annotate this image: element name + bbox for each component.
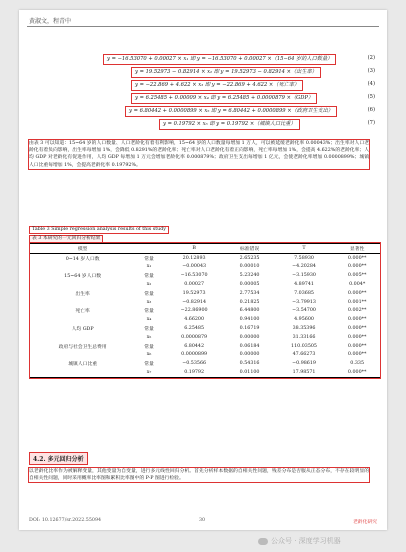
equation-number: (2) [367, 55, 375, 61]
wechat-icon [258, 538, 268, 545]
equation-row [39, 67, 379, 77]
table-row [30, 253, 380, 262]
equation: y = 6.25485 + 0.00009 × x₄ 即 y = 6.25485 + 0.0000879 ×（GDP） [131, 93, 317, 104]
results-paragraph: 由表 3 可以知道：15~64 岁的人口数量、人口老龄化有着有利影响，15~64 岁的人口数量每增加 1 万人，可以被延缓老龄化率 0.00043%；出生率对人口老龄化有着负向影响，出生率每增加 1%，会降低 0.8291%的老龄化率；死亡率对人口老龄化有着正向影响，死亡率每增加 1%，会提高 4.622%的老龄化率；人均 GDP 对老龄化有促进作用，人均 GDP 每增加 1 万元会增加老龄化率 0.000879%；政府卫生支出每增加 1 亿元，会使老龄化率增加 0.0000899%；城镇人口比重每增加 1%，会提高老龄化率 0.19792%。 [29, 141, 369, 168]
table-row [30, 333, 380, 342]
column-header: 显著性 [334, 244, 380, 254]
table-cell-term: x₄ [146, 317, 152, 323]
footer-doi: DOI: 10.12677/sr.2022.55094 [29, 518, 102, 523]
table-cell-term: x₆ [146, 352, 152, 358]
watermark-text: 公众号 · 深度学习机器 [271, 537, 341, 545]
table-row [30, 351, 380, 360]
table-cell-sig: 0.005** [347, 273, 367, 279]
table-cell-model: 出生率 [75, 291, 90, 297]
equation-number: (5) [367, 94, 375, 100]
header-rule [27, 26, 379, 27]
table-cell-b: 0.00027 [184, 282, 205, 288]
table-cell-b: 6.80442 [184, 343, 205, 349]
equation-number: (6) [367, 107, 375, 113]
table-cell-sig: 0.002** [347, 308, 367, 314]
table-cell-t: −3.54700 [292, 308, 316, 314]
equation: y = 0.19792 × x₆ 即 y = 0.19792 ×（城镇人口比重） [159, 119, 300, 130]
column-header: 标准错误 [225, 244, 273, 254]
table-cell-model: 死亡率 [75, 309, 90, 315]
table-cell-model [30, 333, 135, 342]
footer-journal: 老龄化研究 [353, 520, 377, 525]
equation-row [39, 80, 379, 90]
table-cell-se: 0.01100 [225, 368, 273, 377]
regression-table [30, 243, 380, 378]
table-cell-t: −3.15930 [292, 273, 316, 279]
table-cell-term: x₂ [146, 282, 152, 288]
table-caption [29, 226, 169, 243]
watermark [258, 536, 341, 546]
table-cell-b: −0.82914 [182, 299, 207, 305]
table-header-row [30, 244, 380, 254]
footer-page-number: 30 [199, 518, 206, 523]
table-row [30, 342, 380, 351]
equation-number: (7) [367, 120, 375, 126]
table-cell-t: 38.35396 [292, 326, 316, 332]
table-row [30, 298, 380, 307]
table-cell-model: 人均 GDP [71, 327, 94, 333]
table-cell-se: 0.06184 [239, 343, 260, 349]
table-cell-model: 政府与社会卫生总费用 [58, 344, 107, 350]
table-cell-se: 5.23240 [239, 273, 260, 279]
table-row [30, 263, 380, 272]
table-cell-term: 常量 [144, 256, 154, 262]
table-cell-b: −0.53566 [182, 361, 207, 367]
table-cell-term: x₁ [146, 264, 152, 270]
table-cell-term: 常量 [144, 291, 154, 297]
equation-row [39, 106, 379, 116]
table-cell-model: 15~64 岁人口数 [64, 274, 102, 280]
table-cell-t: 4.95600 [294, 317, 314, 323]
table-cell-sig: 0.000** [347, 326, 367, 332]
table-cell-model [30, 368, 135, 377]
equation-number: (3) [367, 68, 375, 74]
equation-row [39, 119, 379, 129]
table-cell-t: −3.79913 [292, 299, 316, 305]
table-cell-t: 7.03685 [294, 290, 314, 296]
table-cell-sig: 0.000** [334, 368, 380, 377]
table-cell-se: 0.00000 [239, 334, 260, 340]
table-row [30, 368, 380, 377]
table-cell-model [30, 280, 135, 289]
table-cell-model [30, 315, 135, 324]
table-cell-sig: 0.335 [350, 361, 365, 367]
document-page [19, 10, 387, 530]
table-cell-sig: 0.000** [347, 290, 367, 296]
table-cell-term: 常量 [144, 309, 154, 315]
table-row [30, 289, 380, 298]
table-row [30, 315, 380, 324]
table-cell-b: 19.52973 [182, 290, 206, 296]
table-cell-model [30, 351, 135, 360]
table-caption-en: Table 3 Simple regression analysis results of this study [29, 226, 169, 234]
table-cell-sig: 0.000** [347, 264, 367, 270]
table-cell-se: 2.65235 [239, 255, 260, 261]
equation: y = −22.869 + 4.622 × x₃ 即 y = −22.869 + 4.622 ×（死亡率） [131, 80, 303, 91]
table-cell-t: 4.89741 [294, 282, 314, 288]
table-cell-sig: 0.000** [347, 352, 367, 358]
table-row [30, 271, 380, 280]
column-header: T [274, 244, 335, 254]
table-cell-t: −4.20284 [292, 264, 316, 270]
section-heading: 4.2. 多元回归分析 [29, 452, 88, 465]
table-cell-t: 17.98571 [274, 368, 335, 377]
table-cell-term: 常量 [144, 274, 154, 280]
column-header: 模型 [30, 244, 135, 254]
table-cell-t: −0.98619 [292, 361, 316, 367]
table-cell-term: 常量 [144, 327, 154, 333]
table-cell-t: 7.58930 [294, 255, 314, 261]
equation-row [39, 54, 379, 64]
table-cell-sig: 0.004* [349, 282, 366, 288]
equation-row [39, 93, 379, 103]
table-cell-model [30, 298, 135, 307]
equation-number: (4) [367, 81, 375, 87]
table-cell-sig: 0.000** [347, 334, 367, 340]
column-header: B [163, 244, 226, 254]
table-cell-sig: 0.000** [347, 317, 367, 323]
section-paragraph: 以老龄化比率作为被解释变量，其他变量为自变量，进行多元线性回归分析。首先分析样本数据的自相关性问题，残差分布是否服从正态分布，不存在较明显的自相关性问题，同时采用概率比率图和累积比率图中的 P-P 图进行检验。 [29, 469, 369, 482]
table-cell-term: x₇ [135, 368, 163, 377]
table-caption-zh: 表 3 本研究的一元回归分析结果 [29, 235, 103, 243]
table-cell-b: −0.00043 [182, 264, 207, 270]
table-cell-se: 0.21825 [239, 299, 260, 305]
table-cell-term: x₅ [146, 334, 152, 340]
table-cell-sig: 0.000** [347, 255, 367, 261]
equation: y = 19.52973 − 0.82914 × x₂ 即 y = 19.52973 − 0.82914 ×（出生率） [131, 67, 321, 78]
table-row [30, 359, 380, 368]
table-cell-term: 常量 [144, 362, 154, 368]
table-row [30, 280, 380, 289]
table-cell-sig: 0.001** [347, 299, 367, 305]
table-cell-b: 20.12893 [182, 255, 206, 261]
table-cell-term: x₃ [146, 299, 152, 305]
table-cell-sig: 0.000** [347, 343, 367, 349]
table-cell-b: 0.0000899 [181, 352, 208, 358]
table-cell-se: 0.00005 [239, 282, 260, 288]
table-cell-se: 0.94100 [239, 317, 260, 323]
table-cell-t: 47.66273 [292, 352, 316, 358]
column-header [135, 244, 163, 254]
table-cell-b: 4.66200 [184, 317, 205, 323]
equation: y = −16.53070 + 0.00027 × x₁ 即 y = −16.53070 + 0.00027 ×（15−64 岁的人口数量） [103, 54, 336, 65]
table-cell-model [30, 263, 135, 272]
table-cell-se: 2.77534 [239, 290, 260, 296]
table-cell-model: 0~14 岁人口数 [65, 256, 100, 262]
table-row [30, 324, 380, 333]
table-cell-b: 0.0000879 [181, 334, 208, 340]
table-cell-se: 0.16719 [239, 326, 260, 332]
table-cell-se: 6.44800 [239, 308, 260, 314]
table-cell-se: 0.00010 [239, 264, 260, 270]
table-cell-b: −22.86900 [180, 308, 208, 314]
table-cell-model: 城镇人口比重 [68, 362, 98, 368]
regression-table-frame [29, 242, 381, 379]
table-cell-b: 6.25485 [184, 326, 205, 332]
table-cell-b: −16.53070 [180, 273, 208, 279]
table-cell-se: 0.00000 [239, 352, 260, 358]
table-cell-t: 31.33166 [292, 334, 316, 340]
table-row [30, 307, 380, 316]
table-cell-b: 0.19792 [163, 368, 226, 377]
equation: y = 6.80442 + 0.0000899 × x₅ 即 y = 6.80442 + 0.0000899 ×（政府卫生支出） [125, 106, 337, 117]
table-cell-term: 常量 [144, 344, 154, 350]
header-authors: 黄淑文，程青中 [29, 18, 72, 25]
table-cell-t: 110.03505 [291, 343, 317, 349]
table-cell-se: 0.54316 [239, 361, 260, 367]
